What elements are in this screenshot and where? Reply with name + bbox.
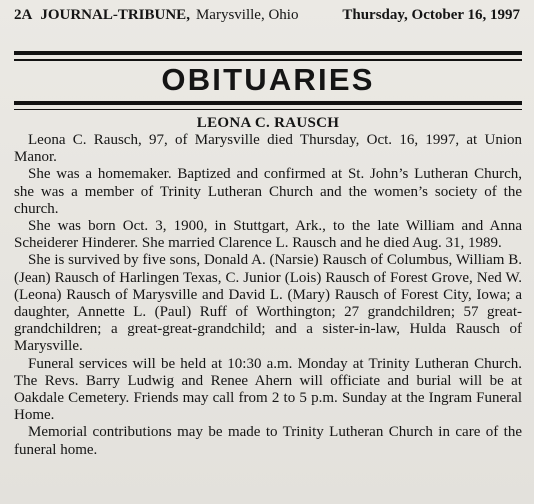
paragraph-birth-marriage: She was born Oct. 3, 1900, in Stuttgart, Ark., to the late William and Anna Scheiderer Hinderer. She married Clarence L. Rausch and he died Aug. 31, 1989. bbox=[14, 218, 522, 252]
section-rules-bottom bbox=[14, 101, 522, 111]
obituary-article bbox=[14, 114, 522, 459]
issue-date: Thursday, October 16, 1997 bbox=[342, 7, 520, 23]
paper-name: JOURNAL-TRIBUNE, bbox=[40, 7, 190, 23]
paragraph-memorial: Memorial contributions may be made to Trinity Lutheran Church in care of the funeral home. bbox=[14, 424, 522, 458]
page-header bbox=[14, 6, 522, 26]
paragraph-survivors: She is survived by five sons, Donald A. (Narsie) Rausch of Columbus, William B. (Jean) Rausch of Harlingen Texas, C. Junior (Lois) Rausch of Forest Grove, Ned W. (Leona) Rausch of Marysville and David L. (Mary) Rausch of Forest City, Iowa; a daughter, Annette L. (Paul) Ruff of Worthington; 27 grandchildren; 57 great-grandchildren; a great-great-grandchild; and a sister-in-law, Hulda Rausch of Marysville. bbox=[14, 252, 522, 355]
paper-city: Marysville, Ohio bbox=[195, 7, 299, 23]
paragraph-death-notice: Leona C. Rausch, 97, of Marysville died Thursday, Oct. 16, 1997, at Union Manor. bbox=[14, 132, 522, 166]
section-title: OBITUARIES bbox=[161, 61, 375, 97]
page-number: 2A bbox=[14, 7, 33, 23]
rule-thin-top bbox=[14, 59, 522, 61]
masthead-left bbox=[14, 6, 298, 24]
paragraph-biography: She was a homemaker. Baptized and confirmed at St. John’s Lutheran Church, she was a member of Trinity Lutheran Church and the women’s society of the church. bbox=[14, 166, 522, 217]
rule-thick-bottom bbox=[14, 101, 522, 105]
section-rules-top bbox=[14, 51, 522, 61]
obituary-body bbox=[14, 132, 522, 459]
rule-thick-top bbox=[14, 51, 522, 55]
obituary-headline: LEONA C. RAUSCH bbox=[196, 115, 340, 131]
paragraph-services: Funeral services will be held at 10:30 a.m. Monday at Trinity Lutheran Church. The Revs. Barry Ludwig and Renee Ahern will officiate and burial will be at Oakdale Cemetery. Friends may call from 2 to 5 p.m. Sunday at the Ingram Funeral Home. bbox=[14, 355, 522, 424]
rule-thin-bottom bbox=[14, 109, 522, 111]
